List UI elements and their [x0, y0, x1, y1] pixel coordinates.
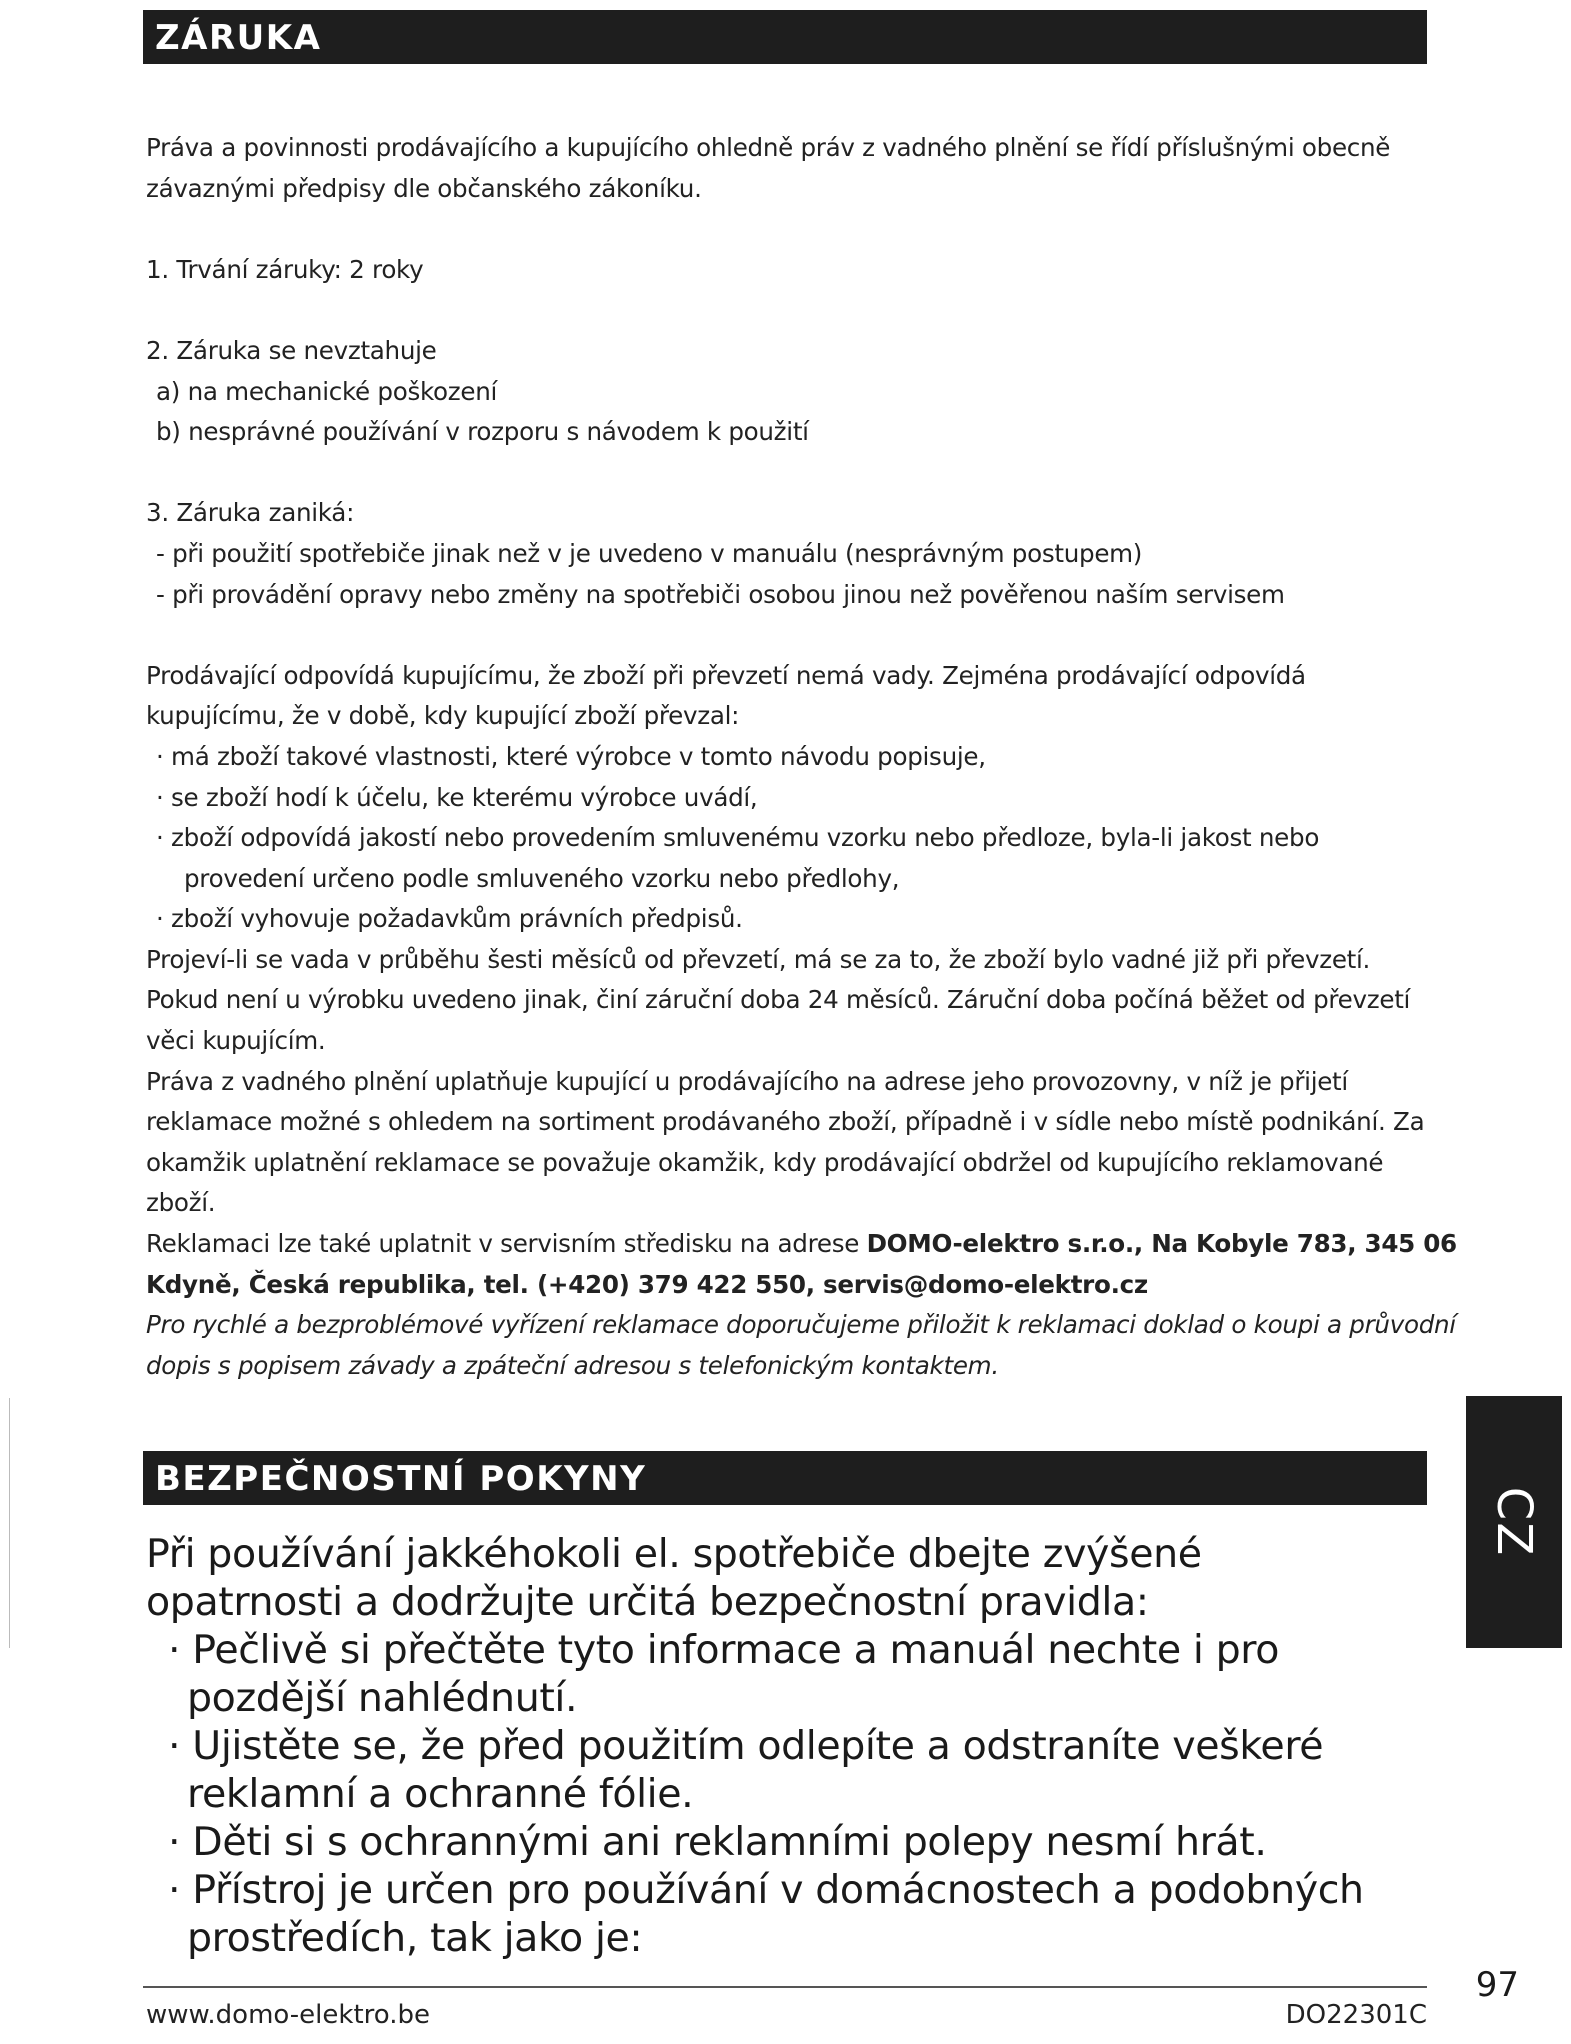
safety-bullet: · Děti si s ochrannými ani reklamními polepy nesmí hrát.: [168, 1819, 1267, 1865]
list-subitem: - při použití spotřebiče jinak než v je uvedeno v manuálu (nesprávným postupem): [156, 538, 1143, 568]
paragraph-line: Pokud není u výrobku uvedeno jinak, činí záruční doba 24 měsíců. Záruční doba počíná běžet od převzetí: [146, 985, 1411, 1015]
bullet-item-continuation: provedení určeno podle smluveného vzorku nebo předlohy,: [184, 863, 900, 893]
section-title: ZÁRUKA: [155, 18, 322, 58]
safety-intro-line: Při používání jakkéhokoli el. spotřebiče dbejte zvýšené: [146, 1531, 1202, 1577]
paragraph-line: Práva z vadného plnění uplatňuje kupující u prodávajícího na adrese jeho provozovny, v níž je přijetí: [146, 1066, 1348, 1096]
service-prefix: Reklamaci lze také uplatnit v servisním středisku na adrese: [146, 1229, 867, 1259]
list-item-expiry: 3. Záruka zaniká:: [146, 498, 355, 528]
section-header-zaruka: [143, 10, 1427, 64]
warranty-text: [146, 128, 1457, 1386]
list-item-duration: 1. Trvání záruky: 2 roky: [146, 254, 424, 284]
bullet-item: · zboží vyhovuje požadavkům právních předpisů.: [156, 904, 743, 934]
safety-bullet: · Ujistěte se, že před použitím odlepíte a odstraníte veškeré: [168, 1723, 1324, 1769]
paragraph-line: Projeví-li se vada v průběhu šesti měsíců od převzetí, má se za to, že zboží bylo vadné již při převzetí.: [146, 944, 1371, 974]
paragraph-line: Práva a povinnosti prodávajícího a kupujícího ohledně práv z vadného plnění se řídí příslušnými obecně: [146, 133, 1391, 162]
paragraph-line: věci kupujícím.: [146, 1026, 326, 1056]
service-address-bold: DOMO-elektro s.r.o., Na Kobyle 783, 345 06: [866, 1229, 1457, 1259]
list-subitem: - při provádění opravy nebo změny na spotřebiči osobou jinou než pověřenou naším servisem: [156, 579, 1285, 609]
safety-bullet-continuation: prostředích, tak jako je:: [187, 1915, 643, 1961]
safety-bullet-continuation: pozdější nahlédnutí.: [187, 1675, 578, 1721]
language-tab: [1466, 1396, 1562, 1648]
section-header-bezpecnostni-pokyny: [143, 1451, 1427, 1505]
footer-model-number: DO22301C: [1285, 2000, 1427, 2030]
language-tab-label: CZ: [1486, 1486, 1542, 1558]
italic-note-line: Pro rychlé a bezproblémové vyřízení reklamace doporučujeme přiložit k reklamaci doklad o koupi a průvodní: [146, 1310, 1456, 1340]
list-subitem: a) na mechanické poškození: [156, 376, 498, 406]
left-margin-rule: [9, 1398, 10, 1648]
footer-website: www.domo-elektro.be: [146, 2000, 430, 2030]
paragraph-line: Prodávající odpovídá kupujícímu, že zboží při převzetí nemá vady. Zejména prodávající odpovídá: [146, 660, 1306, 690]
page-number: 97: [1475, 1965, 1519, 2005]
service-address-line: [146, 1224, 1457, 1265]
footer-divider: [143, 1986, 1427, 1988]
paragraph-line: závaznými předpisy dle občanského zákoníku.: [146, 173, 702, 203]
safety-bullet: · Pečlivě si přečtěte tyto informace a manuál nechte i pro: [168, 1627, 1280, 1673]
italic-note-line: dopis s popisem závady a zpáteční adresou s telefonickým kontaktem.: [146, 1350, 999, 1380]
safety-intro-line: opatrnosti a dodržujte určitá bezpečnostní pravidla:: [146, 1579, 1149, 1625]
paragraph-line: kupujícímu, že v době, kdy kupující zboží převzal:: [146, 701, 740, 731]
section-title: BEZPEČNOSTNÍ POKYNY: [155, 1459, 647, 1499]
paragraph-line: zboží.: [146, 1188, 216, 1218]
list-item-exclusions: 2. Záruka se nevztahuje: [146, 335, 437, 365]
bullet-item: · se zboží hodí k účelu, ke kterému výrobce uvádí,: [156, 782, 758, 812]
paragraph-line: reklamace možné s ohledem na sortiment prodávaného zboží, případně i v sídle nebo místě podnikání. Za: [146, 1107, 1425, 1137]
safety-bullet-continuation: reklamní a ochranné fólie.: [187, 1771, 694, 1817]
list-subitem: b) nesprávné používání v rozporu s návodem k použití: [156, 417, 809, 447]
bullet-item: · má zboží takové vlastnosti, které výrobce v tomto návodu popisuje,: [156, 741, 986, 771]
bullet-item: · zboží odpovídá jakostí nebo provedením smluvenému vzorku nebo předloze, byla-li jakost nebo: [156, 823, 1320, 853]
safety-instructions: [146, 1530, 1446, 1962]
service-contact-line: Kdyně, Česká republika, tel. (+420) 379 422 550, servis@domo-elektro.cz: [146, 1269, 1148, 1299]
safety-bullet: · Přístroj je určen pro používání v domácnostech a podobných: [168, 1867, 1364, 1913]
paragraph-line: okamžik uplatnění reklamace se považuje okamžik, kdy prodávající obdržel od kupujícího reklamované: [146, 1147, 1384, 1177]
